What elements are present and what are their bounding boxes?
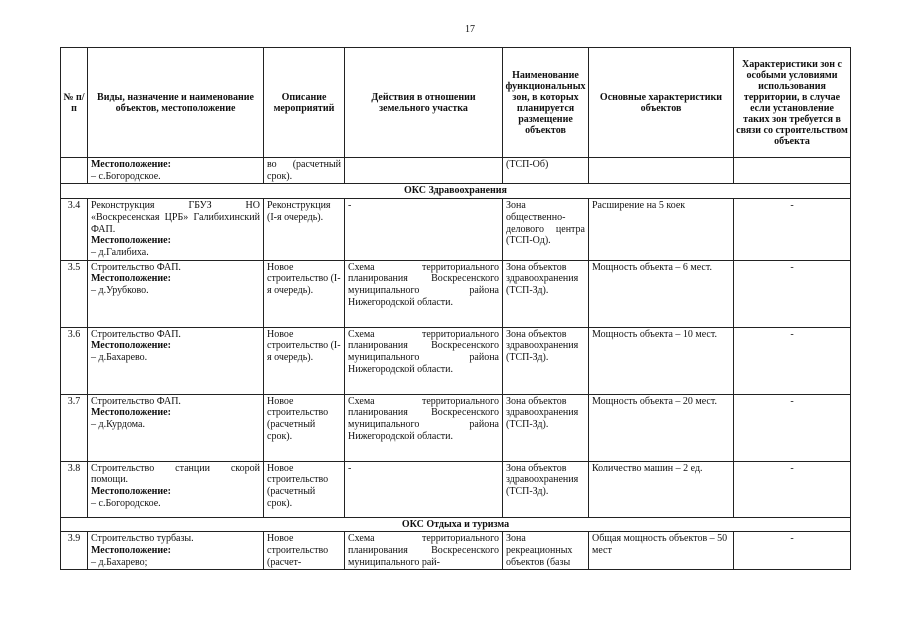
cell-object [88,461,264,517]
cell-special [734,158,851,184]
location-label: Местоположение: [91,486,171,498]
cell-num: 3.7 [61,394,88,461]
object-name: Строительство ФАП. [91,328,181,340]
cell-characteristics: Расширение на 5 коек [589,199,734,261]
cell-characteristics: Мощность объекта – 6 мест. [589,260,734,327]
cell-special: - [734,532,851,570]
location-label: Местоположение: [91,235,171,247]
location-value: – д.Бахарево; [91,556,148,568]
cell-zone: (ТСП-Об) [503,158,589,184]
table-row [61,394,851,461]
cell-characteristics: Мощность объекта – 10 мест. [589,327,734,394]
location-value: – д.Галибиха. [91,246,149,258]
cell-object [88,158,264,184]
cell-object [88,260,264,327]
cell-object [88,199,264,261]
cell-object [88,532,264,570]
cell-zone: Зона объектов здравоохранения (ТСП-Зд). [503,394,589,461]
cell-zone: Зона объектов здравоохранения (ТСП-Зд). [503,327,589,394]
table-row [61,199,851,261]
location-value: – д.Урубково. [91,285,149,297]
object-name: Строительство станции скорой помощи. [91,462,260,486]
header-characteristics: Основные характеристики объектов [589,48,734,158]
cell-object [88,327,264,394]
header-zones: Наименование функциональных зон, в которых планируется размещение объектов [503,48,589,158]
cell-zone: Зона объектов здравоохранения (ТСП-Зд). [503,260,589,327]
header-num: № п/п [61,48,88,158]
cell-object [88,394,264,461]
location-label: Местоположение: [91,273,171,285]
cell-characteristics: Количество машин – 2 ед. [589,461,734,517]
cell-num: 3.9 [61,532,88,570]
cell-description: Новое строительство (расчетный срок). [264,461,345,517]
cell-actions: Схема территориального планирования Воскресенского муниципального рай- [345,532,503,570]
cell-description: во (расчетный срок). [264,158,345,184]
cell-actions: Схема территориального планирования Воскресенского муниципального района Нижегородской области. [345,327,503,394]
cell-actions: - [345,199,503,261]
header-special-zones: Характеристики зон с особыми условиями использования территории, в случае если установление таких зон требуется в связи со строительством объекта [734,48,851,158]
cell-description: Реконструкция (I-я очередь). [264,199,345,261]
cell-special: - [734,461,851,517]
cell-actions: - [345,461,503,517]
cell-actions: Схема территориального планирования Воскресенского муниципального района Нижегородской области. [345,394,503,461]
section-row-recreation [61,517,851,532]
object-name: Строительство ФАП. [91,395,181,407]
location-value: – д.Бахарево. [91,352,148,364]
location-value: – с.Богородское. [91,497,161,509]
cell-num: 3.6 [61,327,88,394]
cell-special: - [734,199,851,261]
location-label: Местоположение: [91,340,171,352]
table-row [61,327,851,394]
cell-characteristics [589,158,734,184]
object-name: Реконструкция ГБУЗ НО «Воскресенская ЦРБ» Галибихинский ФАП. [91,200,260,235]
cell-special: - [734,260,851,327]
table-header-row [61,48,851,158]
cell-zone: Зона общественно-делового центра (ТСП-Од). [503,199,589,261]
cell-description: Новое строительство (I-я очередь). [264,260,345,327]
location-label: Местоположение: [91,545,171,557]
location-label: Местоположение: [91,407,171,419]
location-value: – д.Курдома. [91,419,145,431]
header-description: Описание мероприятий [264,48,345,158]
section-row-health [61,184,851,199]
cell-characteristics: Общая мощность объектов – 50 мест [589,532,734,570]
cell-zone: Зона объектов здравоохранения (ТСП-Зд). [503,461,589,517]
header-objects: Виды, назначение и наименование объектов, местоположение [88,48,264,158]
section-title: ОКС Отдыха и туризма [61,517,851,532]
page-number: 17 [465,24,475,35]
table-row [61,532,851,570]
cell-characteristics: Мощность объекта – 20 мест. [589,394,734,461]
cell-zone: Зона рекреационных объектов (базы [503,532,589,570]
cell-special: - [734,327,851,394]
planning-table [60,47,851,570]
continuation-row [61,158,851,184]
cell-actions [345,158,503,184]
cell-description: Новое строительство (расчетный срок). [264,394,345,461]
table-row [61,260,851,327]
header-actions: Действия в отношении земельного участка [345,48,503,158]
cell-actions: Схема территориального планирования Воскресенского муниципального района Нижегородской области. [345,260,503,327]
cell-special: - [734,394,851,461]
location-value: – с.Богородское. [91,170,161,182]
object-name: Строительство турбазы. [91,533,194,545]
table-row [61,461,851,517]
cell-description: Новое строительство (I-я очередь). [264,327,345,394]
cell-num [61,158,88,184]
cell-num: 3.4 [61,199,88,261]
cell-num: 3.5 [61,260,88,327]
section-title: ОКС Здравоохранения [61,184,851,199]
cell-description: Новое строительство (расчет- [264,532,345,570]
object-name: Строительство ФАП. [91,261,181,273]
cell-num: 3.8 [61,461,88,517]
location-label: Местоположение: [91,159,171,170]
